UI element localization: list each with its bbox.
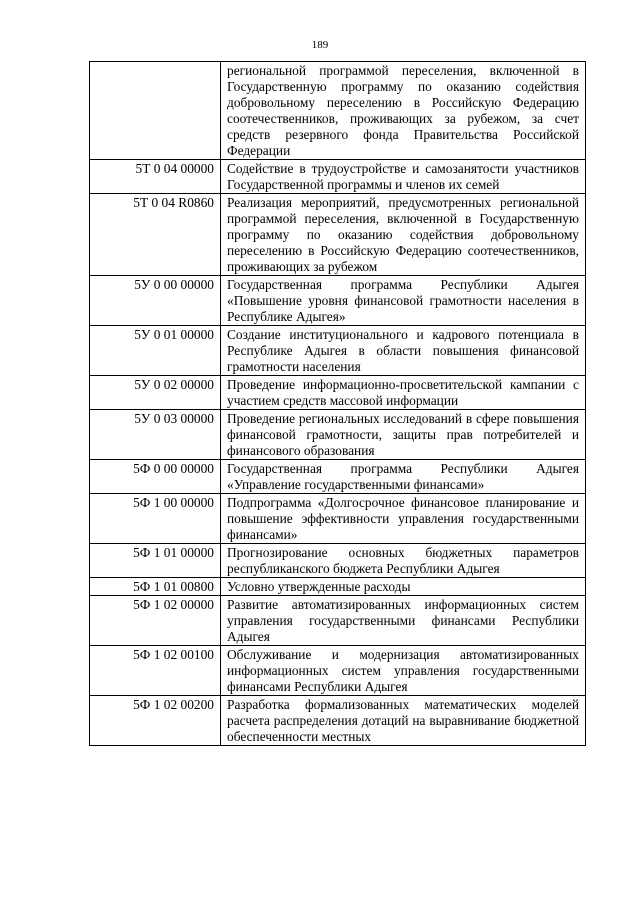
row-name: Государственная программа Республики Адыгея «Управление государственными финансами» [221,460,586,494]
table-row [90,276,586,326]
row-name: Развитие автоматизированных информационных систем управления государственными финансами Республики Адыгея [221,596,586,646]
row-code: 5Ф 1 02 00000 [90,596,221,646]
row-code: 5Ф 1 02 00200 [90,696,221,746]
row-code: 5Ф 1 01 00800 [90,578,221,596]
row-name: Содействие в трудоустройстве и самозанятости участников Государственной программы и членов их семей [221,160,586,194]
table-row [90,544,586,578]
table-row [90,596,586,646]
row-name: Создание институционального и кадрового потенциала в Республике Адыгея в области повышения финансовой грамотности населения [221,326,586,376]
budget-classification-table [89,61,586,746]
row-name: Подпрограмма «Долгосрочное финансовое планирование и повышение эффективности управления государственными финансами» [221,494,586,544]
row-code: 5У 0 02 00000 [90,376,221,410]
row-code [90,62,221,160]
table-row [90,410,586,460]
row-code: 5Ф 1 02 00100 [90,646,221,696]
table-row [90,376,586,410]
table-row [90,326,586,376]
row-code: 5Ф 1 01 00000 [90,544,221,578]
page-number: 189 [311,39,329,51]
table-row [90,160,586,194]
row-code: 5Т 0 04 R0860 [90,194,221,276]
row-code: 5Ф 1 00 00000 [90,494,221,544]
table-row [90,646,586,696]
row-code: 5У 0 01 00000 [90,326,221,376]
row-code: 5Ф 0 00 00000 [90,460,221,494]
row-name: Обслуживание и модернизация автоматизированных информационных систем управления государственными финансами Республики Адыгея [221,646,586,696]
row-name: Реализация мероприятий, предусмотренных региональной программой переселения, включенной в Государственную программу по оказанию содействия добровольному переселению в Российскую Федерацию соотечественников, проживающих за рубежом [221,194,586,276]
table-row [90,62,586,160]
row-name: Условно утвержденные расходы [221,578,586,596]
row-code: 5Т 0 04 00000 [90,160,221,194]
row-name: Прогнозирование основных бюджетных параметров республиканского бюджета Республики Адыгея [221,544,586,578]
table-row [90,578,586,596]
row-name: Разработка формализованных математических моделей расчета распределения дотаций на выравнивание бюджетной обеспеченности местных [221,696,586,746]
row-name: региональной программой переселения, включенной в Государственную программу по оказанию содействия добровольному переселению в Российскую Федерацию соотечественников, проживающих за рубежом, за счет средств резервного фонда Правительства Российской Федерации [221,62,586,160]
table-row [90,460,586,494]
row-name: Государственная программа Республики Адыгея «Повышение уровня финансовой грамотности населения в Республике Адыгея» [221,276,586,326]
row-code: 5У 0 00 00000 [90,276,221,326]
table-row [90,194,586,276]
table-row [90,696,586,746]
row-code: 5У 0 03 00000 [90,410,221,460]
row-name: Проведение информационно-просветительской кампании с участием средств массовой информации [221,376,586,410]
row-name: Проведение региональных исследований в сфере повышения финансовой грамотности, защиты прав потребителей и финансового образования [221,410,586,460]
table-row [90,494,586,544]
